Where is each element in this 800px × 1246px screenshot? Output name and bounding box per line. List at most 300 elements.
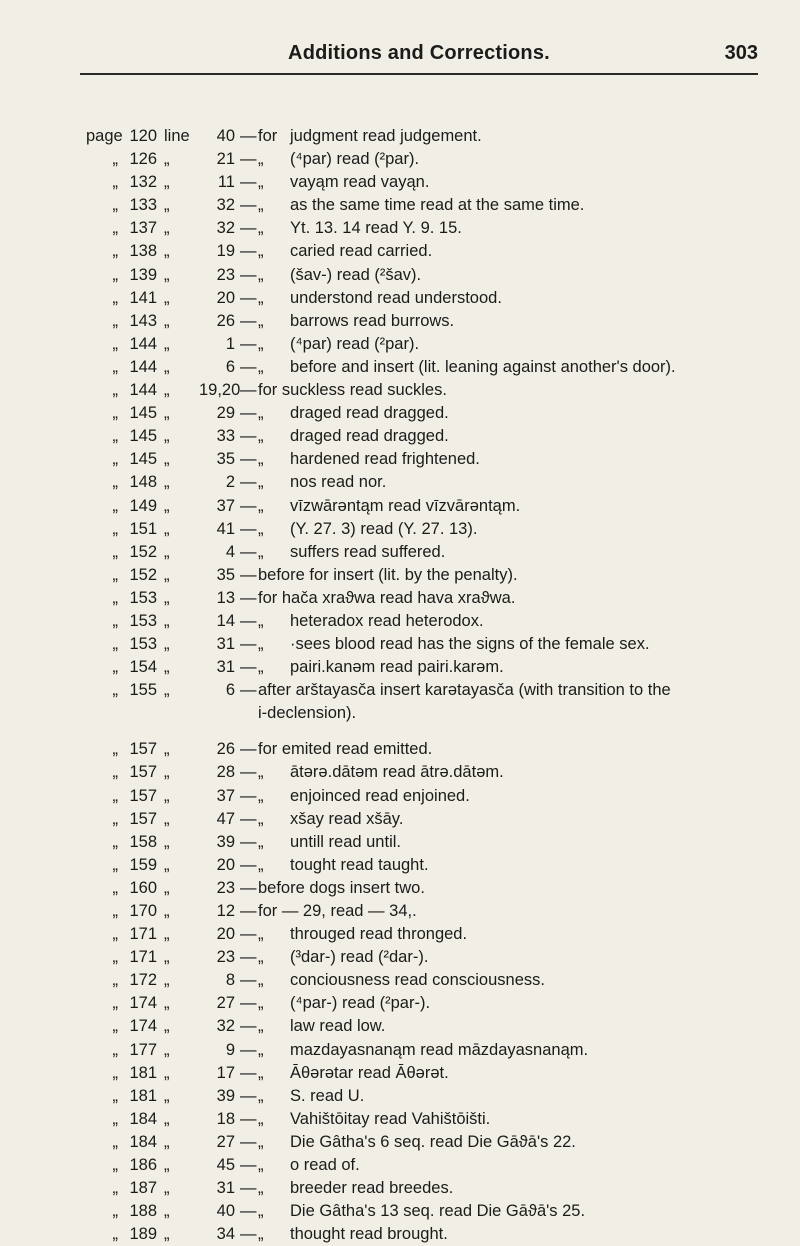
page-ref: 148 [129, 473, 157, 492]
line-ref: 4 [225, 542, 235, 561]
line-ref: 2 [225, 473, 235, 492]
dash-separator: — [240, 681, 257, 700]
page-label: „ [112, 1179, 118, 1198]
ditto-mark: „ [258, 832, 264, 851]
page-ref: 151 [129, 519, 157, 538]
ditto-mark: „ [258, 150, 264, 169]
page-ref: 188 [129, 1202, 157, 1221]
ditto-mark: „ [258, 427, 264, 446]
page-label: „ [112, 219, 118, 238]
page-label: „ [112, 740, 118, 759]
page-ref: 145 [129, 404, 157, 423]
page-ref: 153 [129, 611, 157, 630]
correction-text: as the same time read at the same time. [290, 196, 585, 215]
ditto-mark: „ [258, 1156, 264, 1175]
dash-separator: — [240, 878, 257, 897]
line-ref: 37 [216, 496, 235, 515]
correction-text: caried read carried. [290, 242, 433, 261]
correction-text: Vahištōitay read Vahištōišti. [290, 1109, 491, 1128]
correction-row [0, 541, 800, 564]
correction-row [0, 679, 800, 702]
line-ref: 6 [225, 357, 235, 376]
page-ref: 160 [129, 878, 157, 897]
correction-row [0, 148, 800, 171]
dash-separator: — [240, 311, 257, 330]
page-label: „ [112, 809, 118, 828]
correction-row [0, 379, 800, 402]
line-label: „ [164, 1109, 170, 1128]
line-ref: 18 [216, 1109, 235, 1128]
dash-separator: — [240, 1017, 257, 1036]
correction-text: understond read understood. [290, 288, 502, 307]
line-ref: 28 [216, 763, 235, 782]
line-label: „ [164, 404, 170, 423]
correction-text: vayąm read vayąn. [290, 173, 430, 192]
dash-separator: — [240, 1132, 257, 1151]
dash-separator: — [240, 288, 257, 307]
correction-text: law read low. [290, 1017, 386, 1036]
line-ref: 27 [216, 1132, 235, 1151]
page-ref: 145 [129, 450, 157, 469]
ditto-mark: „ [258, 496, 264, 515]
line-ref: 33 [216, 427, 235, 446]
correction-row [0, 610, 800, 633]
ditto-mark: „ [258, 1040, 264, 1059]
page-ref: 186 [129, 1156, 157, 1175]
dash-separator: — [240, 196, 257, 215]
page-ref: 144 [129, 381, 157, 400]
ditto-mark: „ [258, 334, 264, 353]
line-ref: 47 [216, 809, 235, 828]
line-label: „ [164, 763, 170, 782]
page-label: „ [112, 611, 118, 630]
line-label: „ [164, 611, 170, 630]
correction-row [0, 1200, 800, 1223]
correction-row [0, 1062, 800, 1085]
correction-row [0, 946, 800, 969]
page-ref: 181 [129, 1086, 157, 1105]
line-label: „ [164, 681, 170, 700]
dash-separator: — [240, 404, 257, 423]
correction-text: (⁴par) read (²par). [290, 334, 420, 353]
correction-row [0, 448, 800, 471]
line-ref: 32 [216, 219, 235, 238]
line-label: „ [164, 496, 170, 515]
correction-text: ātərə.dātəm read ātrə.dātəm. [290, 763, 504, 782]
page-ref: 189 [129, 1225, 157, 1244]
correction-text: nos read nor. [290, 473, 387, 492]
correction-row [0, 900, 800, 923]
page-label: „ [112, 150, 118, 169]
line-label: „ [164, 381, 170, 400]
dash-separator: — [240, 542, 257, 561]
correction-text: judgment read judgement. [290, 127, 482, 145]
page-label: „ [112, 381, 118, 400]
page-label: „ [112, 994, 118, 1013]
page-ref: 149 [129, 496, 157, 515]
correction-text: for — 29, read — 34,. [258, 902, 417, 920]
page-ref: 184 [129, 1132, 157, 1151]
dash-separator: — [240, 763, 257, 782]
line-label: „ [164, 196, 170, 215]
correction-row [0, 1039, 800, 1062]
correction-row [0, 854, 800, 877]
ditto-mark: „ [258, 1179, 264, 1198]
page-label: „ [112, 902, 118, 920]
page-label: „ [112, 496, 118, 515]
page-ref: 153 [129, 588, 157, 607]
page-ref: 187 [129, 1179, 157, 1198]
correction-text: tought read taught. [290, 855, 429, 874]
page-label: „ [112, 450, 118, 469]
line-ref: 9 [225, 1040, 235, 1059]
page-label: „ [112, 1040, 118, 1059]
line-ref: 31 [216, 1179, 235, 1198]
dash-separator: — [240, 427, 257, 446]
correction-text: hardened read frightened. [290, 450, 480, 469]
ditto-mark: „ [258, 925, 264, 944]
correction-text: througed read thronged. [290, 925, 468, 944]
page-label: „ [112, 565, 118, 584]
page-ref: 184 [129, 1109, 157, 1128]
line-label: „ [164, 994, 170, 1013]
line-ref: 26 [216, 311, 235, 330]
line-label: „ [164, 427, 170, 446]
page-ref: 137 [129, 219, 157, 238]
page-ref: 177 [129, 1040, 157, 1059]
correction-row [0, 171, 800, 194]
page-ref: 138 [129, 242, 157, 261]
correction-continuation [0, 702, 800, 724]
page-label: „ [112, 855, 118, 874]
correction-text: suffers read suffered. [290, 542, 446, 561]
correction-text: Die Gâtha's 6 seq. read Die Gāϑā's 22. [290, 1132, 576, 1151]
header-rule [80, 73, 758, 75]
line-ref: 32 [216, 196, 235, 215]
ditto-mark: „ [258, 1109, 264, 1128]
dash-separator: — [240, 925, 257, 944]
correction-row [0, 877, 800, 900]
line-label: „ [164, 878, 170, 897]
dash-separator: — [240, 450, 257, 469]
correction-row [0, 738, 800, 761]
page-ref: 181 [129, 1063, 157, 1082]
correction-text: thought read brought. [290, 1225, 448, 1244]
page-label: „ [112, 588, 118, 607]
dash-separator: — [240, 381, 257, 400]
page-ref: 157 [129, 786, 157, 805]
ditto-mark: „ [258, 994, 264, 1013]
line-ref: 19 [216, 242, 235, 261]
line-label: „ [164, 311, 170, 330]
correction-text: xšay read xšāy. [290, 809, 404, 828]
line-ref: 20 [216, 288, 235, 307]
correction-text: for suckless read suckles. [258, 381, 447, 400]
dash-separator: — [240, 1063, 257, 1082]
line-label: „ [164, 635, 170, 654]
dash-separator: — [240, 902, 257, 920]
correction-row [0, 656, 800, 679]
line-ref: 23 [216, 878, 235, 897]
correction-row [0, 402, 800, 425]
page-ref: 159 [129, 855, 157, 874]
page-ref: 171 [129, 925, 157, 944]
line-label: „ [164, 150, 170, 169]
correction-text: (⁴par-) read (²par-). [290, 994, 431, 1013]
line-ref: 40 [216, 127, 235, 145]
line-ref: 26 [216, 740, 235, 759]
line-ref: 1 [225, 334, 235, 353]
dash-separator: — [240, 357, 257, 376]
line-label: „ [164, 519, 170, 538]
ditto-mark: „ [258, 1017, 264, 1036]
correction-text: draged read dragged. [290, 404, 449, 423]
page-ref: 155 [129, 681, 157, 700]
correction-text: untill read until. [290, 832, 401, 851]
dash-separator: — [240, 1109, 257, 1128]
ditto-mark: „ [258, 357, 264, 376]
correction-text: enjoinced read enjoined. [290, 786, 470, 805]
ditto-mark: „ [258, 786, 264, 805]
correction-text: (⁴par) read (²par). [290, 150, 420, 169]
line-label: „ [164, 832, 170, 851]
correction-text: S. read U. [290, 1086, 365, 1105]
dash-separator: — [240, 519, 257, 538]
dash-separator: — [240, 242, 257, 261]
line-label: „ [164, 786, 170, 805]
line-ref: 23 [216, 265, 235, 284]
correction-row [0, 518, 800, 541]
corrections-list [0, 125, 800, 1246]
line-label: „ [164, 1132, 170, 1151]
page-label: „ [112, 832, 118, 851]
ditto-mark: „ [258, 658, 264, 677]
line-ref: 27 [216, 994, 235, 1013]
page-ref: 144 [129, 334, 157, 353]
line-ref: 35 [216, 565, 235, 584]
page-ref: 126 [129, 150, 157, 169]
page-label: „ [112, 242, 118, 261]
dash-separator: — [240, 496, 257, 515]
line-ref: 20 [216, 925, 235, 944]
line-ref: 32 [216, 1017, 235, 1036]
correction-row [0, 831, 800, 854]
correction-row [0, 217, 800, 240]
line-ref: 21 [216, 150, 235, 169]
correction-text: o read of. [290, 1156, 360, 1175]
page-ref: 174 [129, 994, 157, 1013]
page-label: „ [112, 1063, 118, 1082]
correction-text: breeder read breedes. [290, 1179, 454, 1198]
page-number: 303 [724, 42, 758, 64]
correction-text: (šav-) read (²šav). [290, 265, 422, 284]
dash-separator: — [240, 1225, 257, 1244]
line-ref: 17 [216, 1063, 235, 1082]
page-ref: 132 [129, 173, 157, 192]
ditto-mark: „ [258, 1132, 264, 1151]
correction-text: conciousness read consciousness. [290, 971, 545, 990]
line-ref: 19,20 [199, 381, 241, 400]
correction-text: for emited read emitted. [258, 740, 433, 759]
correction-text: before and insert (lit. leaning against another's door). [290, 357, 676, 376]
line-label: „ [164, 288, 170, 307]
page-label: „ [112, 519, 118, 538]
line-label: „ [164, 542, 170, 561]
line-label: „ [164, 1202, 170, 1221]
page-ref: 141 [129, 288, 157, 307]
line-label: „ [164, 971, 170, 990]
correction-row [0, 333, 800, 356]
ditto-mark: „ [258, 971, 264, 990]
page-label: „ [112, 357, 118, 376]
line-label: „ [164, 588, 170, 607]
page-label: „ [112, 542, 118, 561]
correction-text: before dogs insert two. [258, 878, 425, 897]
correction-row [0, 125, 800, 148]
ditto-mark: „ [258, 1202, 264, 1221]
line-label: „ [164, 173, 170, 192]
page-label: „ [112, 786, 118, 805]
page-label: „ [112, 681, 118, 700]
ditto-mark: „ [258, 763, 264, 782]
dash-separator: — [240, 855, 257, 874]
correction-row [0, 587, 800, 610]
page-ref: 157 [129, 809, 157, 828]
ditto-mark: „ [258, 855, 264, 874]
line-ref: 13 [216, 588, 235, 607]
page-label: „ [112, 288, 118, 307]
correction-row [0, 1085, 800, 1108]
page-label: „ [112, 635, 118, 654]
line-ref: 39 [216, 1086, 235, 1105]
line-ref: 37 [216, 786, 235, 805]
line-label: „ [164, 265, 170, 284]
line-ref: 12 [216, 902, 235, 920]
correction-row [0, 1154, 800, 1177]
dash-separator: — [240, 635, 257, 654]
line-ref: 29 [216, 404, 235, 423]
dash-separator: — [240, 658, 257, 677]
line-label: „ [164, 925, 170, 944]
dash-separator: — [240, 1086, 257, 1105]
correction-text: draged read dragged. [290, 427, 449, 446]
line-label: „ [164, 1086, 170, 1105]
correction-row [0, 785, 800, 808]
line-ref: 23 [216, 948, 235, 967]
correction-row [0, 923, 800, 946]
page-label: „ [112, 948, 118, 967]
correction-row [0, 264, 800, 287]
line-label: „ [164, 1063, 170, 1082]
page-label: „ [112, 1225, 118, 1244]
dash-separator: — [240, 971, 257, 990]
page-ref: 145 [129, 427, 157, 446]
correction-text: before for insert (lit. by the penalty). [258, 565, 518, 584]
line-label: „ [164, 855, 170, 874]
correction-text: (Y. 27. 3) read (Y. 27. 13). [290, 519, 478, 538]
line-label: „ [164, 1179, 170, 1198]
ditto-mark: for [258, 127, 278, 145]
correction-text: for hača xraϑwa read hava xraϑwa. [258, 588, 516, 607]
page-label: „ [112, 763, 118, 782]
page-header [80, 42, 758, 76]
dash-separator: — [240, 740, 257, 759]
correction-row [0, 992, 800, 1015]
page-label: „ [112, 196, 118, 215]
line-label: „ [164, 334, 170, 353]
line-ref: 39 [216, 832, 235, 851]
page-label: page [86, 127, 123, 145]
dash-separator: — [240, 150, 257, 169]
line-label: „ [164, 948, 170, 967]
page-label: „ [112, 427, 118, 446]
ditto-mark: „ [258, 196, 264, 215]
line-label: „ [164, 1156, 170, 1175]
ditto-mark: „ [258, 242, 264, 261]
ditto-mark: „ [258, 1063, 264, 1082]
line-label: „ [164, 357, 170, 376]
dash-separator: — [240, 219, 257, 238]
page-ref: 174 [129, 1017, 157, 1036]
page-ref: 170 [129, 902, 157, 920]
line-label: „ [164, 740, 170, 759]
page-label: „ [112, 1086, 118, 1105]
correction-row [0, 287, 800, 310]
page-ref: 133 [129, 196, 157, 215]
line-ref: 41 [216, 519, 235, 538]
correction-text: i-declension). [258, 704, 357, 723]
page-ref: 172 [129, 971, 157, 990]
page-ref: 120 [129, 127, 157, 145]
ditto-mark: „ [258, 288, 264, 307]
dash-separator: — [240, 809, 257, 828]
dash-separator: — [240, 1179, 257, 1198]
correction-row [0, 495, 800, 518]
line-label: „ [164, 1040, 170, 1059]
line-label: „ [164, 902, 170, 920]
line-label: „ [164, 450, 170, 469]
line-ref: 14 [216, 611, 235, 630]
page-ref: 144 [129, 357, 157, 376]
line-ref: 45 [216, 1156, 235, 1175]
correction-row [0, 1131, 800, 1154]
ditto-mark: „ [258, 404, 264, 423]
page-ref: 152 [129, 565, 157, 584]
page-label: „ [112, 1017, 118, 1036]
correction-text: pairi.kanəm read pairi.karəm. [290, 658, 504, 677]
line-ref: 8 [225, 971, 235, 990]
correction-text: Yt. 13. 14 read Y. 9. 15. [290, 219, 462, 238]
dash-separator: — [240, 1156, 257, 1175]
page-ref: 153 [129, 635, 157, 654]
ditto-mark: „ [258, 948, 264, 967]
dash-separator: — [240, 786, 257, 805]
correction-text: Die Gâtha's 13 seq. read Die Gāϑā's 25. [290, 1202, 586, 1221]
page-label: „ [112, 473, 118, 492]
page-label: „ [112, 878, 118, 897]
correction-text: after arštayasča insert karətayasča (with transition to the [258, 681, 671, 700]
page-label: „ [112, 265, 118, 284]
dash-separator: — [240, 1202, 257, 1221]
line-label: line [164, 127, 190, 145]
ditto-mark: „ [258, 450, 264, 469]
page-label: „ [112, 1109, 118, 1128]
line-ref: 6 [225, 681, 235, 700]
ditto-mark: „ [258, 473, 264, 492]
correction-row [0, 969, 800, 992]
correction-row [0, 564, 800, 587]
correction-text: (³dar-) read (²dar-). [290, 948, 429, 967]
